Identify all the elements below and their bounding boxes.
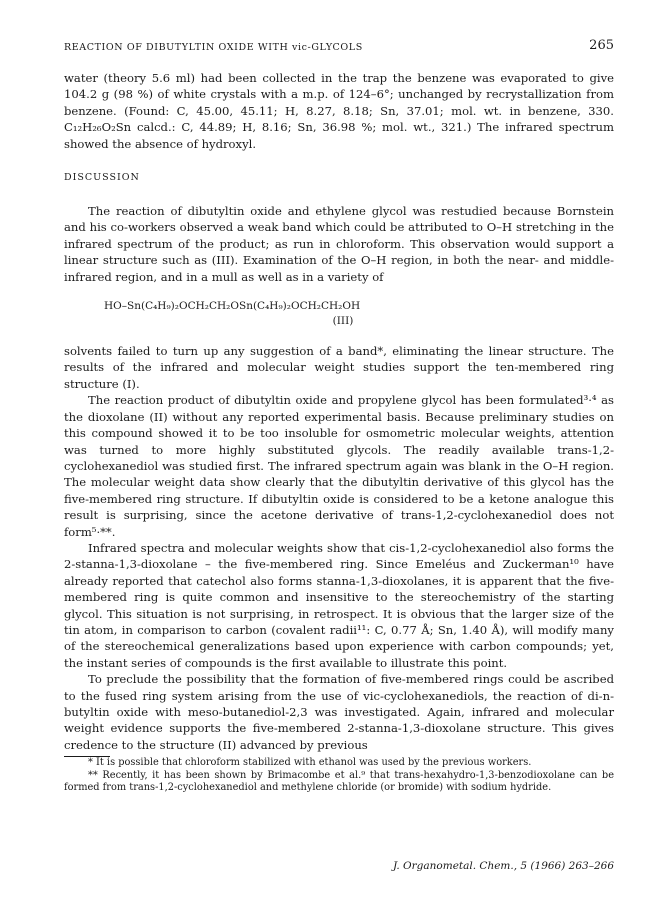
- page-header: [64, 34, 614, 54]
- footnote-2: ** Recently, it has been shown by Brimacombe et al.⁹ that trans-hexahydro-1,3-benzodioxolane can be formed from trans-1,2-cyclohexanediol and methylene chloride (or bromide) with sodium hydride.: [64, 769, 614, 794]
- discussion-paragraph-1: The reaction of dibutyltin oxide and ethylene glycol was restudied because Bornstein and his co-workers observed a weak band which could be attributed to O–H stretching in the infrared spectrum of the product; as run in chloroform. This observation would support a linear structure such as (III). Examination of the O–H region, in both the near- and middle-infrared region, and in a mull as well as in a variety of: [64, 204, 614, 284]
- section-heading: DISCUSSION: [64, 172, 140, 184]
- discussion-paragraph-5: To preclude the possibility that the formation of five-membered rings could be ascribed to the fused ring system arising from the use of vic-cyclohexanediols, the reaction of di-n-butyltin oxide with meso-butanediol-2,3 was investigated. Again, infrared and molecular weight evidence supports the five-membered 2-stanna-1,3-dioxolane structure. This gives credence to the structure (II) advanced by previous: [64, 672, 614, 752]
- experimental-paragraph-end: water (theory 5.6 ml) had been collected in the trap the benzene was evaporated to give 104.2 g (98 %) of white crystals with a m.p. of 124–6°; unchanged by recrystallization from benzene. (Found: C, 45.00, 45.11; H, 8.27, 8.18; Sn, 37.01; mol. wt. in benzene, 330. C₁₂H₂₆O₂Sn calcd.: C, 44.89; H, 8.16; Sn, 36.98 %; mol. wt., 321.) The infrared spectrum showed the absence of hydroxyl.: [64, 71, 614, 151]
- page-number: 265: [589, 38, 614, 53]
- discussion-paragraph-3: The reaction product of dibutyltin oxide and propylene glycol has been formulated³·⁴ as the dioxolane (II) without any reported experimental basis. Because preliminary studies on this compound showed it to be too insoluble for osmometric molecular weights, attention was turned to more highly substituted glycols. The readily available trans-1,2-cyclohexanediol was studied first. The infrared spectrum again was blank in the O–H region. The molecular weight data show clearly that the dibutyltin derivative of this glycol has the five-membered ring structure. If dibutyltin oxide is considered to be a ketone analogue this result is surprising, since the acetone derivative of trans-1,2-cyclohexanediol does not form⁵·**.: [64, 393, 614, 539]
- footnote-1: * It is possible that chloroform stabilized with ethanol was used by the previous workers.: [88, 757, 532, 769]
- linear-structure-formula: HO–Sn(C₄H₉)₂OCH₂CH₂OSn(C₄H₉)₂OCH₂CH₂OH: [104, 300, 361, 313]
- discussion-paragraph-2: solvents failed to turn up any suggestion of a band*, eliminating the linear structure. The results of the infrared and molecular weight studies support the ten-membered ring structure (I).: [64, 344, 614, 391]
- discussion-paragraph-4: Infrared spectra and molecular weights show that cis-1,2-cyclohexanediol also forms the 2-stanna-1,3-dioxolane – the five-membered ring. Since Emeléus and Zuckerman¹⁰ have already reported that catechol also forms stanna-1,3-dioxolanes, it is apparent that the five-membered ring is quite common and insensitive to the stereochemistry of the starting glycol. This situation is not surprising, in retrospect. It is obvious that the larger size of the tin atom, in comparison to carbon (covalent radii¹¹: C, 0.77 Å; Sn, 1.40 Å), will modify many of the stereochemical generalizations based upon experience with carbon compounds; yet, the instant series of compounds is the first available to illustrate this point.: [64, 540, 614, 670]
- journal-citation: J. Organometal. Chem., 5 (1966) 263–266: [392, 860, 614, 872]
- formula-label: (III): [332, 315, 354, 328]
- journal-page: [64, 34, 614, 872]
- running-title: REACTION OF DIBUTYLTIN OXIDE WITH vic-GLYCOLS: [64, 42, 363, 53]
